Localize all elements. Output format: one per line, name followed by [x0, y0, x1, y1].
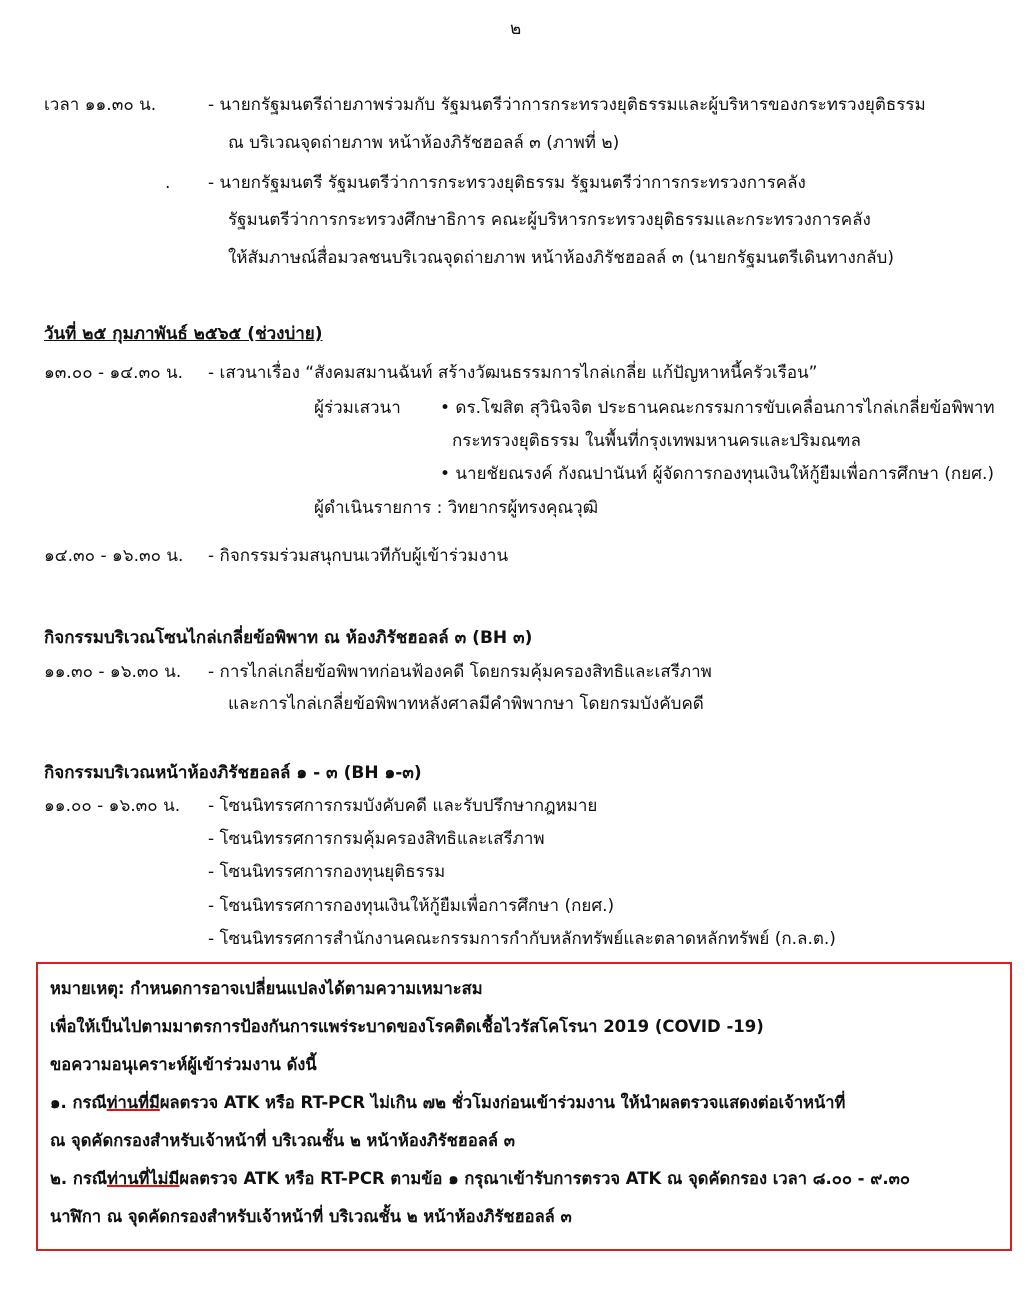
note-line: ขอความอนุเคราะห์ผู้เข้าร่วมงาน ดังนี้	[50, 1055, 317, 1074]
panelist-line: • ดร.โฆสิต สุวินิจจิต ประธานคณะกรรมการขับเคลื่อนการไกล่เกลี่ยข้อพิพาท	[440, 398, 995, 418]
time-label: ๑๑.๓๐ - ๑๖.๓๐ น.	[44, 662, 182, 682]
schedule-item-line: - การไกล่เกลี่ยข้อพิพาทก่อนฟ้องคดี โดยกรมคุ้มครองสิทธิและเสรีภาพ	[208, 662, 712, 682]
panelist-line: • นายชัยณรงค์ กังณปานันท์ ผู้จัดการกองทุนเงินให้กู้ยืมเพื่อการศึกษา (กยศ.)	[440, 464, 995, 484]
page-number: ๒	[510, 19, 522, 39]
note-text: ผลตรวจ ATK หรือ RT-PCR ไม่เกิน ๗๒ ชั่วโมงก่อนเข้าร่วมงาน ให้นำผลตรวจแสดงต่อเจ้าหน้าที่	[159, 1093, 846, 1112]
note-line: ณ จุดคัดกรองสำหรับเจ้าหน้าที่ บริเวณชั้น ๒ หน้าห้องภิรัชฮอลล์ ๓	[50, 1131, 515, 1150]
time-label: เวลา ๑๑.๓๐ น.	[44, 95, 157, 115]
stray-dot: .	[165, 173, 171, 193]
note-emphasis: ท่านที่มี	[106, 1093, 160, 1112]
time-label: ๑๓.๐๐ - ๑๔.๓๐ น.	[44, 363, 183, 383]
note-line	[50, 1168, 910, 1190]
note-line: นาฬิกา ณ จุดคัดกรองสำหรับเจ้าหน้าที่ บริเวณชั้น ๒ หน้าห้องภิรัชฮอลล์ ๓	[50, 1207, 572, 1226]
schedule-item-line: - นายกรัฐมนตรี รัฐมนตรีว่าการกระทรวงยุติธรรม รัฐมนตรีว่าการกระทรวงการคลัง	[208, 173, 806, 193]
panel-label: ผู้ร่วมเสวนา	[314, 398, 401, 418]
front-zone-heading: กิจกรรมบริเวณหน้าห้องภิรัชฮอลล์ ๑ - ๓ (BH ๑-๓)	[44, 763, 422, 783]
note-line	[50, 1092, 845, 1114]
exhibition-item: - โซนนิทรรศการสำนักงานคณะกรรมการกำกับหลักทรัพย์และตลาดหลักทรัพย์ (ก.ล.ต.)	[208, 929, 836, 949]
exhibition-item: - โซนนิทรรศการกรมคุ้มครองสิทธิและเสรีภาพ	[208, 829, 545, 849]
seminar-title: - เสวนาเรื่อง “สังคมสมานฉันท์ สร้างวัฒนธรรมการไกล่เกลี่ย แก้ปัญหาหนี้ครัวเรือน”	[208, 363, 818, 383]
note-text: ๒. กรณี	[50, 1169, 108, 1188]
note-emphasis: ท่านที่ไม่มี	[107, 1169, 180, 1188]
note-text: ๑. กรณี	[50, 1093, 107, 1112]
exhibition-item: - โซนนิทรรศการกรมบังคับคดี และรับปรึกษากฎหมาย	[208, 796, 598, 816]
exhibition-item: - โซนนิทรรศการกองทุนยุติธรรม	[208, 862, 446, 882]
note-text: ผลตรวจ ATK หรือ RT-PCR ตามข้อ ๑ กรุณาเข้ารับการตรวจ ATK ณ จุดคัดกรอง เวลา ๘.๐๐ - ๙.๓๐	[179, 1169, 910, 1188]
afternoon-heading: วันที่ ๒๕ กุมภาพันธ์ ๒๕๖๕ (ช่วงบ่าย)	[44, 324, 323, 344]
schedule-item-line: รัฐมนตรีว่าการกระทรวงศึกษาธิการ คณะผู้บริหารกระทรวงยุติธรรมและกระทรวงการคลัง	[228, 210, 871, 230]
note-line: เพื่อให้เป็นไปตามมาตรการป้องกันการแพร่ระบาดของโรคติดเชื้อไวรัสโคโรนา 2019 (COVID -19)	[50, 1017, 764, 1036]
schedule-item-line: ณ บริเวณจุดถ่ายภาพ หน้าห้องภิรัชฮอลล์ ๓ (ภาพที่ ๒)	[228, 133, 620, 153]
moderator-line: ผู้ดำเนินรายการ : วิทยากรผู้ทรงคุณวุฒิ	[314, 498, 599, 518]
time-label: ๑๑.๐๐ - ๑๖.๓๐ น.	[44, 796, 181, 816]
mediation-zone-heading: กิจกรรมบริเวณโซนไกล่เกลี่ยข้อพิพาท ณ ห้องภิรัชฮอลล์ ๓ (BH ๓)	[44, 628, 533, 648]
panelist-line: กระทรวงยุติธรรม ในพื้นที่กรุงเทพมหานครและปริมณฑล	[452, 431, 861, 451]
schedule-item-line: - กิจกรรมร่วมสนุกบนเวทีกับผู้เข้าร่วมงาน	[208, 546, 509, 566]
schedule-item-line: และการไกล่เกลี่ยข้อพิพาทหลังศาลมีคำพิพากษา โดยกรมบังคับคดี	[228, 694, 704, 714]
schedule-item-line: - นายกรัฐมนตรีถ่ายภาพร่วมกับ รัฐมนตรีว่าการกระทรวงยุติธรรมและผู้บริหารของกระทรวงยุติธรรม	[208, 95, 926, 115]
time-label: ๑๔.๓๐ - ๑๖.๓๐ น.	[44, 546, 184, 566]
schedule-item-line: ให้สัมภาษณ์สื่อมวลชนบริเวณจุดถ่ายภาพ หน้าห้องภิรัชฮอลล์ ๓ (นายกรัฐมนตรีเดินทางกลับ)	[228, 248, 894, 268]
note-box	[36, 962, 1012, 1251]
exhibition-item: - โซนนิทรรศการกองทุนเงินให้กู้ยืมเพื่อการศึกษา (กยศ.)	[208, 896, 615, 916]
note-line: หมายเหตุ: กำหนดการอาจเปลี่ยนแปลงได้ตามความเหมาะสม	[50, 979, 483, 998]
